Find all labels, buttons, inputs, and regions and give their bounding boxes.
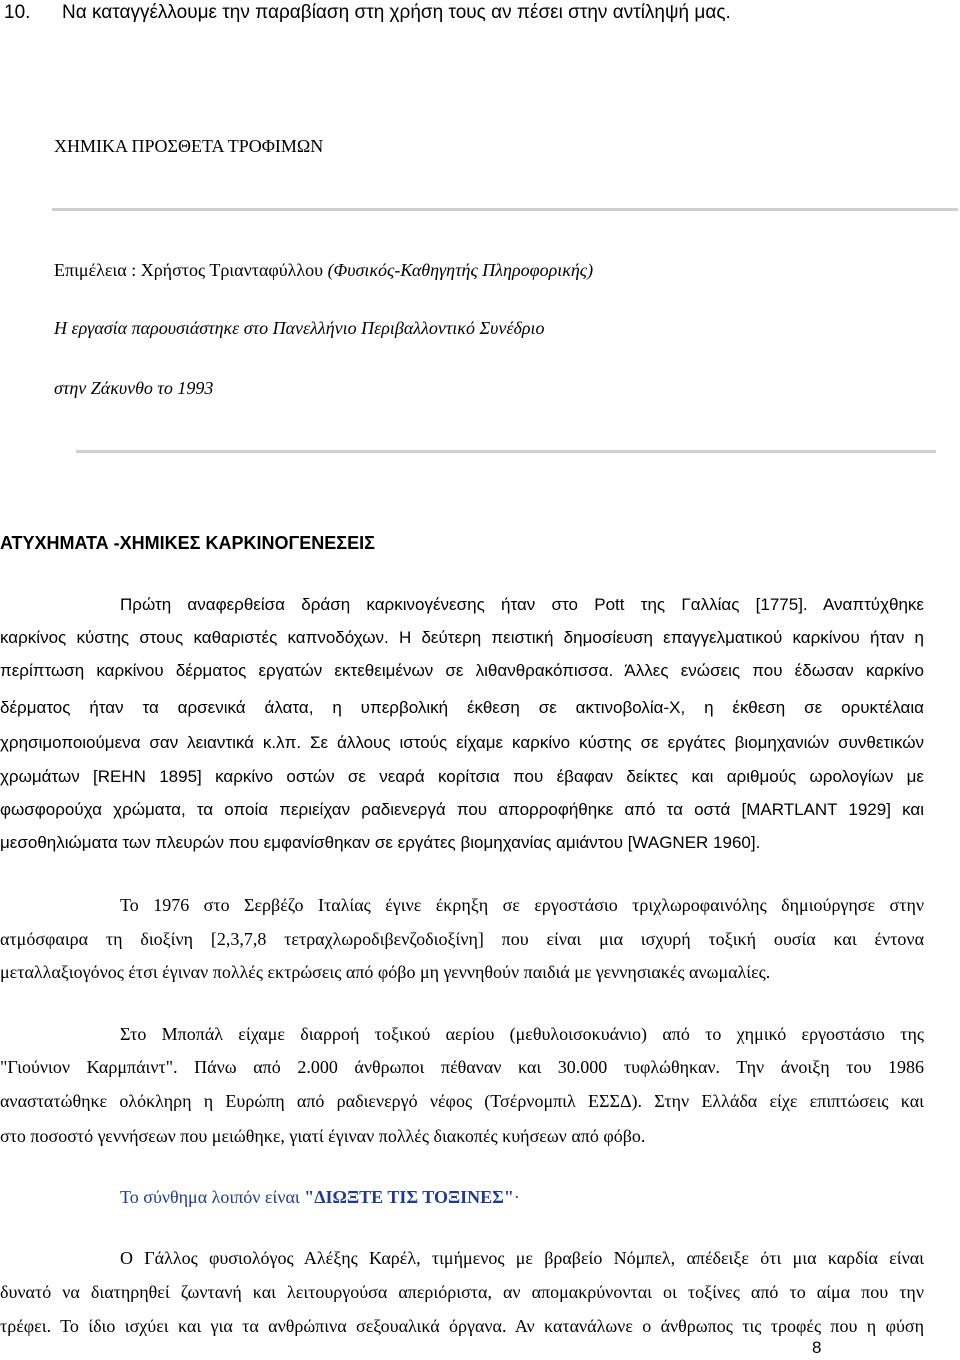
p4-line-1: Ο Γάλλος φυσιολόγος Αλέξης Καρέλ, τιμήμενος με βραβείο Νόμπελ, απέδειξε ότι μια καρδία είναι (120, 1248, 924, 1268)
editor-line (54, 260, 593, 281)
p3-line-2: "Γιούνιον Καρμπάιντ". Πάνω από 2.000 άνθρωποι πέθαναν και 30.000 τυφλώθηκαν. Την άνοιξη του 1986 (0, 1057, 924, 1077)
page-number: 8 (812, 1338, 822, 1357)
p3-line-3: αναστατώθηκε ολόκληρη η Ευρώπη από ραδιενεργό νέφος (Τσέρνομπιλ ΕΣΣΔ). Στην Ελλάδα είχε επιπτώσεις και (0, 1091, 924, 1111)
p1-line-6: χρωμάτων [REHN 1895] καρκίνο οστών σε νεαρά κορίτσια που έβαφαν δείκτες και αριθμούς ωρολογίων με (0, 767, 924, 786)
p3-line-1: Στο Μποπάλ είχαμε διαρροή τοξικού αερίου (μεθυλοισοκυάνιο) από το χημικό εργοστάσιο της (120, 1024, 924, 1044)
p1-line-7: φωσφορούχα χρώματα, τα οποία περιείχαν ραδιενεργά που απορροφήθηκε από τα οστά [MARTLANT 1929] και (0, 800, 924, 819)
second-divider (76, 450, 936, 453)
presented-line: Η εργασία παρουσιάστηκε στο Πανελλήνιο Περιβαλλοντικό Συνέδριο (54, 318, 545, 338)
p1-line-4: δέρματος ήταν τα αρσενικά άλατα, η υπερβολική έκθεση σε ακτινοβολία-Χ, η έκθεση σε ορυκτέλαια (0, 698, 924, 717)
p3-line-4: στο ποσοστό γεννήσεων που μειώθηκε, γιατί έγιναν πολλές διακοπές κυήσεων από φόβο. (0, 1126, 646, 1146)
document-title: ΧΗΜΙΚΑ ΠΡΟΣΘΕΤΑ ΤΡΟΦΙΜΩΝ (54, 136, 324, 156)
p2-line-1: Το 1976 στο Σερβέζο Ιταλίας έγινε έκρηξη σε εργοστάσιο τριχλωροφαινόλης δημιούργησε στην (120, 895, 924, 915)
slogan-prefix: Το σύνθημα λοιπόν είναι (120, 1187, 305, 1207)
slogan-bold: "ΔΙΩΞΤΕ ΤΙΣ ΤΟΞΙΝΕΣ" (304, 1187, 514, 1207)
p1-line-3: περίπτωση καρκίνου δέρματος εργατών εκτεθειμένων σε λιθανθρακόπισσα. Άλλες ενώσεις που έδωσαν καρκίνο (0, 661, 924, 680)
p4-line-2: δυνατό να διατηρηθεί ζωντανή και λειτουργούσα απεριόριστα, αν απομακρύνονται οι τοξίνες από το αίμα που την (0, 1282, 924, 1302)
p1-line-1: Πρώτη αναφερθείσα δράση καρκινογένεσης ήταν στο Pott της Γαλλίας [1775]. Αναπτύχθηκε (120, 595, 924, 614)
p4-line-3: τρέφει. Το ίδιο ισχύει και για τα ανθρώπινα σεξουαλικά όργανα. Αν κατανάλωνε ο άνθρωπος τις τροφές που η φύση (0, 1316, 924, 1336)
place-line: στην Ζάκυνθο το 1993 (54, 378, 214, 398)
list-item-text: Να καταγγέλλουμε την παραβίαση στη χρήση τους αν πέσει στην αντίληψή μας. (62, 2, 731, 23)
p1-line-2: καρκίνος κύστης στους καθαριστές καπνοδόχων. Η δεύτερη πειστική δημοσίευση επαγγελματικού καρκίνου ήταν η (0, 628, 924, 647)
p2-line-3: μεταλλαξιογόνος έτσι έγιναν πολλές εκτρώσεις από φόβο μη γεννηθούν παιδιά με γεννησιακές ανωμαλίες. (0, 962, 771, 982)
list-item-number: 10. (4, 2, 31, 23)
top-divider (52, 208, 958, 211)
section-heading: ΑΤΥΧΗΜΑΤΑ -ΧΗΜΙΚΕΣ ΚΑΡΚΙΝΟΓΕΝΕΣΕΙΣ (0, 533, 375, 553)
slogan-line (120, 1187, 520, 1208)
p2-line-2: ατμόσφαιρα τη διοξίνη [2,3,7,8 τετραχλωροδιβενζοδιοξίνη] που είναι μια ισχυρή τοξική ουσία και έντονα (0, 929, 924, 949)
editor-label: Επιμέλεια : Χρήστος Τριανταφύλλου (54, 260, 324, 280)
p1-line-8: μεσοθηλιώματα των πλευρών που εμφανίσθηκαν σε εργάτες βιομηχανίας αμιάντου [WAGNER 1960]. (0, 833, 761, 852)
slogan-suffix: · (513, 1187, 520, 1207)
editor-role: (Φυσικός-Καθηγητής Πληροφορικής) (327, 260, 594, 280)
p1-line-5: χρησιμοποιούμενα σαν λειαντικά κ.λπ. Σε άλλους ιστούς είχαμε καρκίνο κύστης σε εργάτες βιομηχανιών συνθετικών (0, 733, 924, 752)
